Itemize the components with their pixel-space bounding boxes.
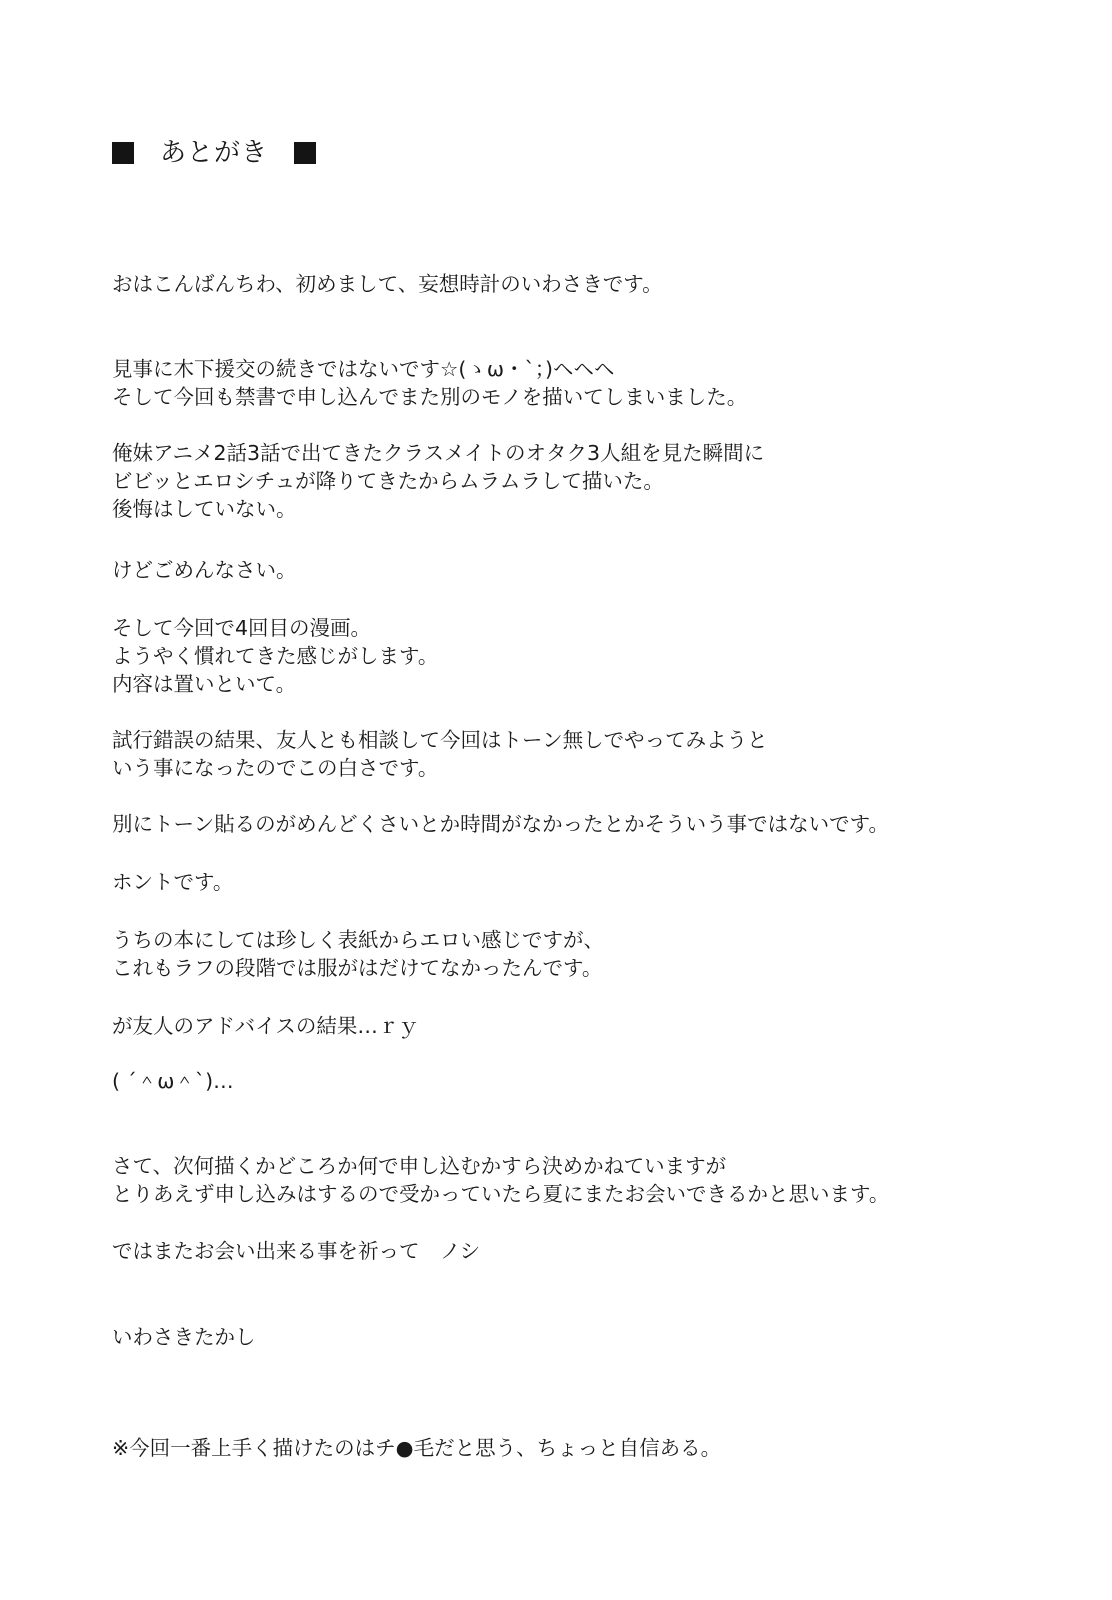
text-line: うちの本にしては珍しく表紙からエロい感じですが、 <box>112 928 604 952</box>
text-line: 俺妹アニメ2話3話で出てきたクラスメイトのオタク3人組を見た瞬間に <box>112 441 765 465</box>
text-line: これもラフの段階では服がはだけてなかったんです。 <box>112 956 603 980</box>
text-line: ホントです。 <box>112 870 234 894</box>
paragraph <box>112 614 438 698</box>
text-line: 内容は置いといて。 <box>112 672 297 696</box>
paragraph <box>112 1434 721 1462</box>
paragraph <box>112 1152 889 1208</box>
text-line: けどごめんなさい。 <box>112 558 297 582</box>
square-bullet-icon <box>112 142 134 164</box>
text-line: さて、次何描くかどころか何で申し込むかすら決めかねていますが <box>112 1154 727 1178</box>
paragraph <box>112 439 764 523</box>
text-line: ( ´＾ω＾`)… <box>112 1069 234 1093</box>
text-line: 別にトーン貼るのがめんどくさいとか時間がなかったとかそういう事ではないです。 <box>112 812 889 836</box>
text-line: が友人のアドバイスの結果…ｒｙ <box>112 1014 419 1038</box>
text-line: 見事に木下援交の続きではないです☆(ゝω・`；)ヘヘヘ <box>112 357 615 381</box>
paragraph <box>112 1012 419 1040</box>
text-line: ようやく慣れてきた感じがします。 <box>112 644 439 668</box>
paragraph <box>112 355 747 411</box>
text-line: 試行錯誤の結果、友人とも相談して今回はトーン無しでやってみようと <box>112 728 768 752</box>
heading-title: あとがき <box>160 138 269 168</box>
text-line: ではまたお会い出来る事を祈って ノシ <box>112 1239 481 1263</box>
text-line: おはこんばんちわ、初めまして、妄想時計のいわさきです。 <box>112 272 663 296</box>
text-line: ※今回一番上手く描けたのはチ●毛だと思う、ちょっと自信ある。 <box>112 1436 722 1460</box>
text-line: そして今回で4回目の漫画。 <box>112 616 372 640</box>
text-line: 後悔はしていない。 <box>112 497 297 521</box>
text-line: ビビッとエロシチュが降りてきたからムラムラして描いた。 <box>112 469 664 493</box>
paragraph <box>112 1237 480 1265</box>
paragraph <box>112 556 297 584</box>
text-line: いわさきたかし <box>112 1325 256 1349</box>
paragraph <box>112 270 663 298</box>
paragraph <box>112 926 604 982</box>
text-line: いう事になったのでこの白さです。 <box>112 756 439 780</box>
paragraph <box>112 1067 234 1095</box>
paragraph <box>112 726 768 782</box>
text-line: そして今回も禁書で申し込んでまた別のモノを描いてしまいました。 <box>112 385 748 409</box>
paragraph <box>112 1323 256 1351</box>
afterword-heading <box>112 136 316 170</box>
paragraph <box>112 810 889 838</box>
text-line: とりあえず申し込みはするので受かっていたら夏にまたお会いできるかと思います。 <box>112 1182 890 1206</box>
square-bullet-icon <box>294 142 316 164</box>
paragraph <box>112 868 233 896</box>
